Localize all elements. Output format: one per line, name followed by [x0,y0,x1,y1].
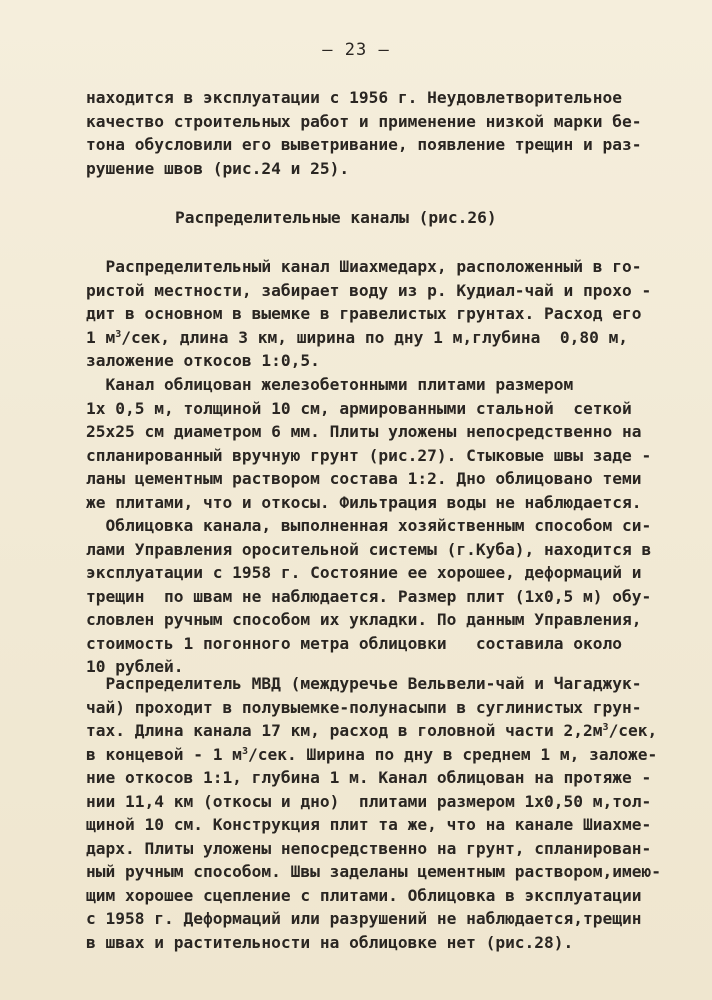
text-line: Распределительный канал Шиахмедарх, расположенный в го- [86,257,642,276]
text-line: щим хорошее сцепление с плитами. Облицовка в эксплуатации [86,885,642,905]
page-number: — 23 — [322,40,390,60]
text-line: находится в эксплуатации с 1956 г. Неудовлетворительное [86,88,623,107]
text-line: с 1958 г. Деформаций или разрушений не наблюдается,трещин [86,909,642,928]
text-line: ный ручным способом. Швы заделаны цементным раствором,имею- [86,862,661,881]
text-line: заложение откосов 1:0,5. [86,351,320,370]
text-line: стоимость 1 погонного метра облицовки составила около [86,633,623,653]
superscript: 3 [241,745,248,757]
text-line: ланы цементным раствором состава 1:2. Дно облицовано теми [86,469,642,488]
text-line: Канал облицован железобетонными плитами размером [86,375,574,394]
text-line: Распределитель МВД (междуречье Вельвели-чай и Чагаджук- [86,674,642,693]
text-line: Облицовка канала, выполненная хозяйственным способом си- [86,516,652,535]
text-line: 1х 0,5 м, толщиной 10 см, армированными стальной сеткой [86,398,632,418]
text-line: эксплуатации с 1958 г. Состояние ее хорошее, деформаций и [86,563,642,582]
paragraph-operation [86,514,676,679]
text-line: 10 рублей. [86,657,184,676]
text-line: дарх. Плиты уложены непосредственно на грунт, спланирован- [86,838,652,858]
text-fragment: в концевой - 1 м [86,744,242,764]
section-heading: Распределительные каналы (рис.26) [175,208,497,227]
text-fragment: /сек, длина 3 км, ширина по дну 1 м,глубина 0,80 м, [121,327,629,347]
superscript: 3 [602,722,609,733]
text-fragment: /сек, [608,721,658,740]
intro-paragraph [86,86,676,180]
text-line: чай) проходит в полувыемке-полунасыпи в суглинистых грун- [86,697,642,717]
text-line: 25х25 см диаметром 6 мм. Плиты уложены непосредственно на [86,422,642,441]
text-line: трещин по швам не наблюдается. Размер плит (1х0,5 м) обу- [86,586,652,606]
text-line: тона обусловили его выветривание, появление трещин и раз- [86,135,642,154]
paragraph-lining [86,373,676,514]
text-line: ристой местности, забирает воду из р. Кудиал-чай и прохо - [86,280,652,300]
text-line [86,719,676,743]
text-line: качество строительных работ и применение низкой марки бе- [86,111,642,131]
text-line [86,326,676,350]
text-line: спланированный вручную грунт (рис.27). Стыковые швы заде - [86,445,652,465]
text-line: дит в основном в выемке в гравелистых грунтах. Расход его [86,304,642,323]
text-line: же плитами, что и откосы. Фильтрация воды не наблюдается. [86,492,642,512]
superscript: 3 [115,328,122,340]
text-line: рушение швов (рис.24 и 25). [86,158,350,178]
text-line: нии 11,4 км (откосы и дно) плитами размером 1х0,50 м,тол- [86,791,652,811]
paragraph-shiakhmedarkh [86,255,676,373]
text-line: щиной 10 см. Конструкция плит та же, что на канале Шиахме- [86,815,652,834]
text-line: лами Управления оросительной системы (г.Куба), находится в [86,539,652,559]
text-fragment: 1 м [86,327,116,347]
text-line: словлен ручным способом их укладки. По данным Управления, [86,610,642,629]
text-fragment: тах. Длина канала 17 км, расход в головной части 2,2м [86,721,603,740]
text-line: в швах и растительности на облицовке нет (рис.28). [86,932,574,952]
text-fragment: /сек. Ширина по дну в среднем 1 м, заложе- [247,744,658,764]
text-line [86,743,676,767]
text-line: ние откосов 1:1, глубина 1 м. Канал облицован на протяже - [86,768,652,787]
paragraph-mvd [86,672,676,954]
